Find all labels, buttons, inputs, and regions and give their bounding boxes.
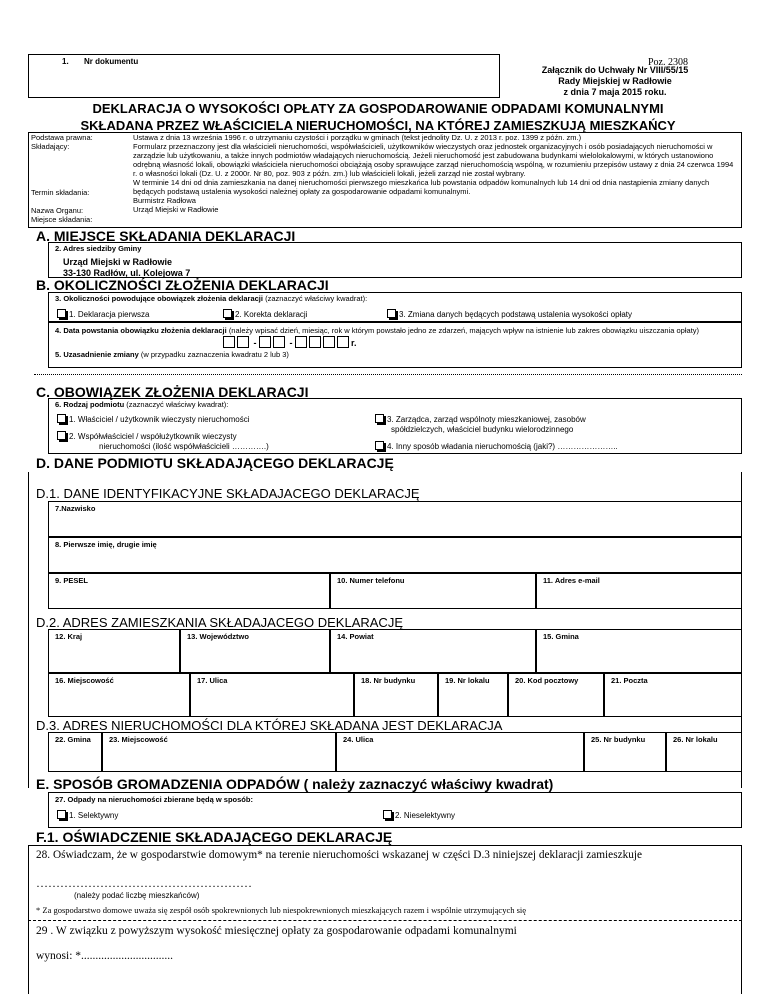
organ-text: Burmistrz Radłowa: [133, 196, 196, 205]
section-f-title: F.1. OŚWIADCZENIE SKŁADAJĄCEGO DEKLARACJĘ: [36, 829, 393, 845]
section-c-box: [48, 398, 742, 454]
label3: 3. Okoliczności powodujące obowiązek złożenia deklaracji (zaznaczyć właściwy kwadrat):: [55, 294, 368, 303]
flat-nr-field[interactable]: 19. Nr lokalu: [438, 673, 508, 717]
section-a-box: [48, 242, 742, 278]
statement-28: 28. Oświadczam, że w gospodarstwie domowym* na terenie nieruchomości wskazanej w części D.3 niniejszej deklaracji zamieszkuje: [36, 849, 643, 861]
termin-text: W terminie 14 dni od dnia zamieszkania na danej nieruchomości pierwszego mieszkańca lub powstania odpadów komunalnych lub 14 dni od dnia nastąpienia zmiany danych będących podstawą ustalenia wysokości należnej opłaty za gospodarowanie odpadami komunalnymi.: [133, 178, 710, 196]
option-first-declaration[interactable]: 1. Deklaracja pierwsza: [57, 309, 149, 319]
surname-field[interactable]: 7.Nazwisko: [48, 501, 742, 537]
section-b-opts-box: [48, 292, 742, 322]
first-name-field[interactable]: 8. Pierwsze imię, drugie imię: [48, 537, 742, 573]
voivodeship-field[interactable]: 13. Województwo: [180, 629, 330, 673]
property-building-field[interactable]: 25. Nr budynku: [584, 732, 666, 772]
checkbox-icon: [375, 414, 384, 423]
option-nonselective[interactable]: 2. Nieselektywny: [383, 810, 455, 820]
property-street-field[interactable]: 24. Ulica: [336, 732, 584, 772]
property-commune-field[interactable]: 22. Gmina: [48, 732, 102, 772]
section-a-label: 2. Adres siedziby Gminy: [55, 244, 142, 253]
option-change-data[interactable]: 3. Zmiana danych będących podstawą ustalenia wysokości opłaty: [387, 309, 632, 319]
label6: 6. Rodzaj podmiotu (zaznaczyć właściwy kwadrat):: [55, 400, 229, 409]
title-line2: SKŁADANA PRZEZ WŁAŚCICIELA NIERUCHOMOŚCI, NA KTÓREJ ZAMIESZKUJĄ MIESZKAŃCY: [80, 118, 676, 133]
street-field[interactable]: 17. Ulica: [190, 673, 354, 717]
label27: 27. Odpady na nieruchomości zbierane będą w sposób:: [55, 795, 253, 804]
section-a-title: A. MIEJSCE SKŁADANIA DEKLARACJI: [36, 228, 296, 244]
date-input[interactable]: - - r.: [223, 336, 357, 348]
commune-field[interactable]: 15. Gmina: [536, 629, 742, 673]
checkbox-icon: [57, 431, 66, 440]
section-e-title: E. SPOSÓB GROMADZENIA ODPADÓW ( należy zaznaczyć właściwy kwadrat): [36, 776, 554, 792]
section-d-title: D. DANE PODMIOTU SKŁADAJĄCEGO DEKLARACJĘ: [36, 455, 394, 471]
gmina-address-line2: 33-130 Radłów, ul. Kolejowa 7: [63, 268, 191, 278]
intro-texts: [133, 133, 738, 214]
miejsce-label: Miejsce składania:: [31, 215, 93, 224]
building-nr-field[interactable]: 18. Nr budynku: [354, 673, 438, 717]
section-e-box: [48, 792, 742, 828]
doc-nr-index: 1.: [62, 57, 69, 66]
property-flat-field[interactable]: 26. Nr lokalu: [666, 732, 742, 772]
attach-line2: Rady Miejskiej w Radłowie: [558, 76, 672, 86]
county-field[interactable]: 14. Powiat: [330, 629, 536, 673]
checkbox-icon: [223, 309, 232, 318]
fee-amount-input[interactable]: wynosi: *................................: [36, 950, 174, 962]
checkbox-icon: [383, 810, 392, 819]
d2-title: D.2. ADRES ZAMIESZKANIA SKŁADAJACEGO DEKLARACJĘ: [36, 615, 403, 630]
country-field[interactable]: 12. Kraj: [48, 629, 180, 673]
email-field[interactable]: 11. Adres e-mail: [536, 573, 742, 609]
d3-title: D.3. ADRES NIERUCHOMOŚCI DLA KTÓREJ SKŁADANA JEST DEKLARACJA: [36, 718, 503, 733]
d1-title: D.1. DANE IDENTYFIKACYJNE SKŁADAJACEGO DEKLARACJĘ: [36, 486, 420, 501]
document-number-box[interactable]: [28, 54, 500, 98]
post-office-field[interactable]: 21. Poczta: [604, 673, 742, 717]
skladajacy-label: Składający:: [31, 142, 70, 151]
section-b-title: B. OKOLICZNOŚCI ZŁOŻENIA DEKLARACJI: [36, 277, 329, 293]
option-correction[interactable]: 2. Korekta deklaracji: [223, 309, 307, 319]
property-locality-field[interactable]: 23. Miejscowość: [102, 732, 336, 772]
justification-line[interactable]: [34, 374, 742, 375]
locality-field[interactable]: 16. Miejscowość: [48, 673, 190, 717]
date-box: [48, 322, 742, 368]
podstawa-label: Podstawa prawna:: [31, 133, 93, 142]
option-co-owner[interactable]: 2. Współwłaściciel / współużytkownik wieczysty nieruchomości (ilość współwłaścicieli ………….): [57, 431, 269, 452]
statement-29: 29 . W związku z powyższym wysokość miesięcznej opłaty za gospodarowanie odpadami komunalnymi: [36, 925, 517, 937]
section-c-title: C. OBOWIĄZEK ZŁOŻENIA DEKLARACJI: [36, 384, 309, 400]
option-other[interactable]: 4. Inny sposób władania nieruchomością (jaki?) …………………..: [375, 441, 618, 451]
termin-label: Termin składania:: [31, 188, 90, 197]
skladajacy-text: Formularz przeznaczony jest dla właścicieli nieruchomości, współwłaścicieli, użytkowników wieczystych oraz jednostek organizacyjnych i osób posiadających nieruchomości w zarządzie lub użytkowaniu, a także innych podmiotów władających nieruchomością. Jeżeli nieruchomość jest zabudowana budynkami wielolokalowymi, w których ustanowiono odrębną własność lokali, obowiązki właściciela nieruchomości obciążają osoby sprawujące zarząd nieruchomością wspólną, w rozumieniu przepisów ustawy z dnia 24 czerwca 1994 r. o własności lokali (Dz. U. z 2000r. Nr 80, poz. 903 z późn. zm.) lub właścicieli lokali, jeżeli zarząd nie został wybrany.: [133, 142, 734, 178]
organ-label: Nazwa Organu:: [31, 206, 84, 215]
label4: 4. Data powstania obowiązku złożenia deklaracji (należy wpisać dzień, miesiąc, rok w którym powstało jedno ze zdarzeń, mających wpływ na istnienie lub zakres obowiązku uiszczania opłaty): [55, 326, 700, 335]
attach-line3: z dnia 7 maja 2015 roku.: [563, 87, 667, 97]
postal-code-field[interactable]: 20. Kod pocztowy: [508, 673, 604, 717]
attach-line1: Załącznik do Uchwały Nr VIII/55/15: [541, 65, 689, 75]
footnote: * Za gospodarstwo domowe uważa się zespół osób spokrewnionych lub niespokrewnionych mieszkających razem i wspólnie utrzymujących się: [36, 905, 527, 915]
option-manager[interactable]: 3. Zarządca, zarząd wspólnoty mieszkaniowej, zasobów spółdzielczych, właściciel budynku wielorodzinnego: [375, 414, 586, 435]
page-title: [28, 100, 728, 134]
option-selective[interactable]: 1. Selektywny: [57, 810, 118, 820]
label5: 5. Uzasadnienie zmiany (w przypadku zaznaczenia kwadratu 2 lub 3): [55, 350, 289, 359]
doc-nr-label: Nr dokumentu: [84, 57, 139, 66]
residents-hint: (należy podać liczbę mieszkańców): [74, 891, 200, 900]
phone-field[interactable]: 10. Numer telefonu: [330, 573, 536, 609]
podstawa-text: Ustawa z dnia 13 września 1996 r. o utrzymaniu czystości i porządku w gminach (tekst jednolity Dz. U. z 2013 r. poz. 1399 z późn. zm.): [133, 133, 582, 142]
separator: [28, 920, 742, 921]
checkbox-icon: [57, 309, 66, 318]
option-owner[interactable]: 1. Właściciel / użytkownik wieczysty nieruchomości: [57, 414, 250, 424]
miejsce-text: Urząd Miejski w Radłowie: [133, 205, 219, 214]
intro-labels: [31, 133, 93, 224]
checkbox-icon: [57, 414, 66, 423]
title-line1: DEKLARACJA O WYSOKOŚCI OPŁATY ZA GOSPODAROWANIE ODPADAMI KOMUNALNYMI: [92, 101, 664, 116]
pesel-field[interactable]: 9. PESEL: [48, 573, 330, 609]
residents-count-input[interactable]: ………………………………………………: [36, 876, 252, 890]
checkbox-icon: [387, 309, 396, 318]
checkbox-icon: [57, 810, 66, 819]
gmina-address-line1: Urząd Miejski w Radłowie: [63, 257, 173, 267]
poz-number: Poz. 2308: [648, 57, 688, 68]
checkbox-icon: [375, 441, 384, 450]
attachment-note: [505, 65, 725, 98]
